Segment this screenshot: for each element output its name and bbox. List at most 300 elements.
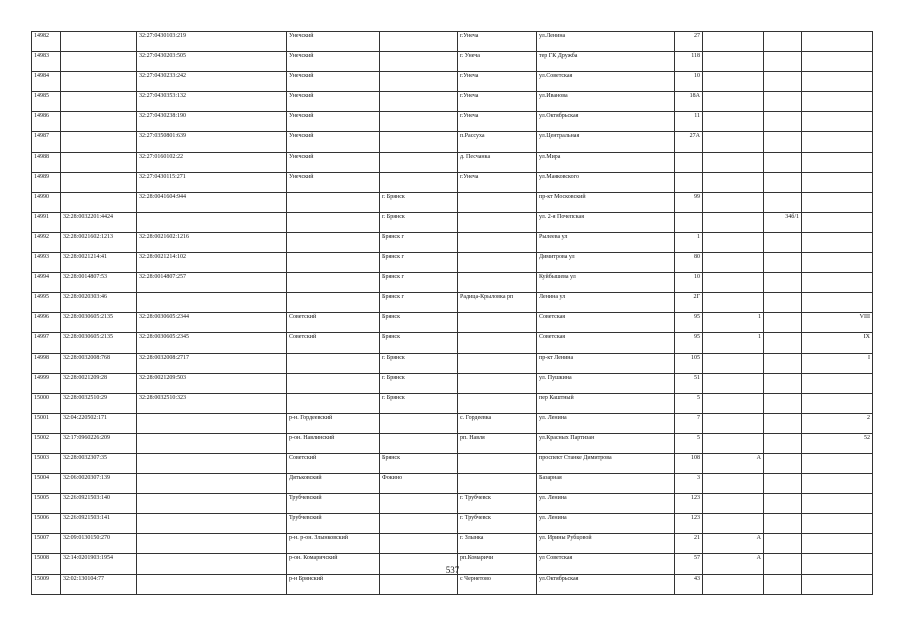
table-row [32, 32, 873, 52]
cell-structure [764, 32, 802, 52]
cell-building [703, 253, 764, 273]
cell-object-cadastral-number [137, 212, 287, 232]
cell-city [380, 152, 458, 172]
cell-street: проспект Станке Димитрова [537, 453, 675, 473]
cell-house-number: 95 [675, 313, 703, 333]
cell-settlement: с Чернетово [458, 574, 537, 594]
table-row [32, 293, 873, 313]
table-row [32, 574, 873, 594]
cell-house-number: 5 [675, 393, 703, 413]
cell-house-number: 57 [675, 554, 703, 574]
cell-row-number: 14988 [32, 152, 61, 172]
cell-cadastral-number: 32:28:0030605:2135 [61, 313, 137, 333]
table-row [32, 212, 873, 232]
cell-object-cadastral-number: 32:27:0430353:132 [137, 92, 287, 112]
cell-street: Рылеева ул [537, 232, 675, 252]
cell-building [703, 112, 764, 132]
cell-premises [802, 453, 873, 473]
cell-settlement: г.Унеча [458, 92, 537, 112]
cell-cadastral-number: 32:26:0921503:141 [61, 514, 137, 534]
cell-district: Советский [287, 453, 380, 473]
cell-city: г. Брянск [380, 373, 458, 393]
cell-district: р-он. Комаричский [287, 554, 380, 574]
cell-premises [802, 132, 873, 152]
cell-structure [764, 192, 802, 212]
cell-building [703, 574, 764, 594]
cell-row-number: 15007 [32, 534, 61, 554]
cell-house-number: 99 [675, 192, 703, 212]
cell-cadastral-number [61, 32, 137, 52]
cell-settlement [458, 453, 537, 473]
cell-premises: 2 [802, 413, 873, 433]
cell-object-cadastral-number [137, 413, 287, 433]
cell-object-cadastral-number: 32:27:0430233:242 [137, 72, 287, 92]
cell-city: Брянск г [380, 273, 458, 293]
cell-district [287, 273, 380, 293]
cell-building [703, 32, 764, 52]
cell-city: Фокино [380, 474, 458, 494]
cell-building [703, 92, 764, 112]
cell-street: ул.Красных Партизан [537, 433, 675, 453]
cell-cadastral-number [61, 92, 137, 112]
cell-structure [764, 72, 802, 92]
table-row [32, 373, 873, 393]
cell-city [380, 534, 458, 554]
cell-row-number: 14998 [32, 353, 61, 373]
cell-row-number: 14982 [32, 32, 61, 52]
cell-row-number: 15000 [32, 393, 61, 413]
cell-city: Брянск [380, 453, 458, 473]
cell-house-number: 1 [675, 232, 703, 252]
cell-object-cadastral-number: 32:28:0032008:2717 [137, 353, 287, 373]
cell-house-number: 11 [675, 112, 703, 132]
cell-structure [764, 273, 802, 293]
cell-settlement: г. Унеча [458, 52, 537, 72]
cell-row-number: 14989 [32, 172, 61, 192]
cell-district: р-н. Гордеевский [287, 413, 380, 433]
cell-object-cadastral-number [137, 574, 287, 594]
cell-city: г. Брянск [380, 353, 458, 373]
cell-structure [764, 333, 802, 353]
cell-premises [802, 514, 873, 534]
cell-premises [802, 52, 873, 72]
cell-building: А [703, 534, 764, 554]
cell-cadastral-number: 32:28:0021209:28 [61, 373, 137, 393]
cell-object-cadastral-number: 32:28:0032510:323 [137, 393, 287, 413]
cell-city [380, 132, 458, 152]
cell-building [703, 413, 764, 433]
cell-row-number: 14990 [32, 192, 61, 212]
cell-street: ул. Ленина [537, 494, 675, 514]
cell-row-number: 14994 [32, 273, 61, 293]
cell-premises [802, 92, 873, 112]
cell-building [703, 52, 764, 72]
cell-settlement: г. Трубчевск [458, 494, 537, 514]
cell-structure [764, 313, 802, 333]
cell-district [287, 373, 380, 393]
cell-premises [802, 232, 873, 252]
cell-cadastral-number [61, 72, 137, 92]
cell-structure [764, 152, 802, 172]
cell-settlement [458, 393, 537, 413]
cell-district: Унечский [287, 112, 380, 132]
cell-house-number: 43 [675, 574, 703, 594]
cell-cadastral-number: 32:28:0032201:4424 [61, 212, 137, 232]
table-row [32, 52, 873, 72]
cell-house-number [675, 212, 703, 232]
cell-structure [764, 92, 802, 112]
cell-city: Брянск г [380, 293, 458, 313]
cell-building: 1 [703, 313, 764, 333]
cell-house-number: 2Г [675, 293, 703, 313]
cell-cadastral-number [61, 152, 137, 172]
cell-house-number: 3 [675, 474, 703, 494]
table-row [32, 253, 873, 273]
cell-row-number: 15005 [32, 494, 61, 514]
cell-settlement: г. Злынка [458, 534, 537, 554]
cell-object-cadastral-number [137, 453, 287, 473]
cell-premises [802, 273, 873, 293]
cell-building [703, 514, 764, 534]
cell-object-cadastral-number [137, 494, 287, 514]
cell-structure [764, 574, 802, 594]
cell-object-cadastral-number: 32:27:0160102:22 [137, 152, 287, 172]
cell-settlement [458, 373, 537, 393]
cell-building [703, 172, 764, 192]
cell-house-number: 7 [675, 413, 703, 433]
cell-settlement: д. Песчанка [458, 152, 537, 172]
cell-cadastral-number: 32:28:0032307:35 [61, 453, 137, 473]
cell-street: пр-кт Ленина [537, 353, 675, 373]
cell-structure: 34б/1 [764, 212, 802, 232]
cell-district [287, 212, 380, 232]
cell-city [380, 574, 458, 594]
cell-structure [764, 453, 802, 473]
cell-object-cadastral-number: 32:27:0430238:190 [137, 112, 287, 132]
cell-settlement [458, 232, 537, 252]
cell-city [380, 72, 458, 92]
cell-house-number: 27А [675, 132, 703, 152]
cell-district: р-н. р-он. Злынковский [287, 534, 380, 554]
cell-structure [764, 112, 802, 132]
cell-house-number: 10 [675, 273, 703, 293]
cell-cadastral-number: 32:04:220502:171 [61, 413, 137, 433]
cell-object-cadastral-number: 32:27:0430203:505 [137, 52, 287, 72]
cell-premises [802, 373, 873, 393]
cell-premises [802, 293, 873, 313]
table-row [32, 453, 873, 473]
cell-house-number: 27 [675, 32, 703, 52]
cell-row-number: 14984 [32, 72, 61, 92]
cell-building [703, 474, 764, 494]
cell-city: г. Брянск [380, 393, 458, 413]
cell-row-number: 15003 [32, 453, 61, 473]
cell-street: ул.Маяковского [537, 172, 675, 192]
cell-premises [802, 192, 873, 212]
cell-premises: IX [802, 333, 873, 353]
cell-cadastral-number: 32:28:0030605:2135 [61, 333, 137, 353]
table-row [32, 92, 873, 112]
table-row [32, 72, 873, 92]
cell-cadastral-number: 32:28:0020303:46 [61, 293, 137, 313]
table-row [32, 333, 873, 353]
cell-settlement [458, 313, 537, 333]
cell-district: Дятьковский [287, 474, 380, 494]
cell-city [380, 172, 458, 192]
cell-street: ул. 2-я Почепская [537, 212, 675, 232]
cell-row-number: 14992 [32, 232, 61, 252]
cell-object-cadastral-number [137, 534, 287, 554]
cell-object-cadastral-number: 32:27:0430115:271 [137, 172, 287, 192]
cell-district: р-он. Навлинский [287, 433, 380, 453]
cell-settlement: г.Унеча [458, 72, 537, 92]
cell-city [380, 112, 458, 132]
cell-structure [764, 232, 802, 252]
cell-structure [764, 433, 802, 453]
cell-city [380, 92, 458, 112]
cell-row-number: 15009 [32, 574, 61, 594]
cell-row-number: 14987 [32, 132, 61, 152]
cell-row-number: 14985 [32, 92, 61, 112]
cell-district: Унечский [287, 72, 380, 92]
cell-street: ул.Советская [537, 72, 675, 92]
property-register-table [31, 31, 873, 595]
cell-settlement: г.Унеча [458, 32, 537, 52]
cell-district: Унечский [287, 172, 380, 192]
cell-settlement [458, 273, 537, 293]
cell-row-number: 14993 [32, 253, 61, 273]
cell-street: Димитрова ул [537, 253, 675, 273]
cell-building [703, 232, 764, 252]
cell-building [703, 152, 764, 172]
cell-city: Брянск г [380, 253, 458, 273]
cell-structure [764, 474, 802, 494]
cell-object-cadastral-number [137, 293, 287, 313]
cell-district: Унечский [287, 32, 380, 52]
cell-structure [764, 253, 802, 273]
cell-structure [764, 132, 802, 152]
cell-structure [764, 534, 802, 554]
cell-district: Унечский [287, 92, 380, 112]
cell-building [703, 212, 764, 232]
cell-building [703, 273, 764, 293]
cell-street: пер Каштный [537, 393, 675, 413]
cell-city [380, 32, 458, 52]
cell-settlement [458, 353, 537, 373]
cell-district [287, 232, 380, 252]
cell-premises [802, 574, 873, 594]
cell-structure [764, 172, 802, 192]
cell-district: Унечский [287, 52, 380, 72]
cell-structure [764, 353, 802, 373]
cell-city: г. Брянск [380, 192, 458, 212]
page-number: 537 [445, 565, 460, 575]
cell-street: ул.Центральная [537, 132, 675, 152]
cell-settlement: п.Рассуха [458, 132, 537, 152]
cell-house-number: 5 [675, 433, 703, 453]
cell-object-cadastral-number [137, 433, 287, 453]
cell-settlement: рп.Комаричи [458, 554, 537, 574]
cell-premises [802, 112, 873, 132]
cell-street: ул.Мира [537, 152, 675, 172]
cell-street: ул Советская [537, 554, 675, 574]
cell-street: Ленина ул [537, 293, 675, 313]
cell-house-number: 123 [675, 514, 703, 534]
table-row [32, 152, 873, 172]
cell-premises: 52 [802, 433, 873, 453]
cell-building [703, 494, 764, 514]
cell-house-number: 105 [675, 353, 703, 373]
cell-district [287, 353, 380, 373]
cell-house-number: 95 [675, 333, 703, 353]
cell-row-number: 14999 [32, 373, 61, 393]
table-row [32, 313, 873, 333]
cell-building [703, 433, 764, 453]
table-row [32, 172, 873, 192]
cell-settlement: г.Унеча [458, 112, 537, 132]
cell-cadastral-number: 32:06:0020307:139 [61, 474, 137, 494]
cell-district: Трубчевский [287, 514, 380, 534]
table-row [32, 232, 873, 252]
cell-cadastral-number: 32:28:0021214:41 [61, 253, 137, 273]
cell-district: Советский [287, 313, 380, 333]
cell-premises: I [802, 353, 873, 373]
cell-object-cadastral-number: 32:27:0430103:219 [137, 32, 287, 52]
cell-premises [802, 393, 873, 413]
cell-object-cadastral-number: 32:28:0030605:2344 [137, 313, 287, 333]
cell-house-number [675, 152, 703, 172]
cell-street: тер ГК Дружба [537, 52, 675, 72]
table-row [32, 474, 873, 494]
cell-settlement: с. Гордеевка [458, 413, 537, 433]
cell-district: Унечский [287, 132, 380, 152]
cell-street: ул. Ирины Рубцовой [537, 534, 675, 554]
cell-house-number: 118 [675, 52, 703, 72]
cell-object-cadastral-number [137, 474, 287, 494]
cell-premises [802, 253, 873, 273]
cell-city: Брянск [380, 313, 458, 333]
cell-street: ул.Иванова [537, 92, 675, 112]
cell-row-number: 15006 [32, 514, 61, 534]
cell-city: Брянск г [380, 232, 458, 252]
cell-premises: VIII [802, 313, 873, 333]
cell-city: Брянск [380, 333, 458, 353]
table-row [32, 393, 873, 413]
cell-cadastral-number: 32:28:0032008:768 [61, 353, 137, 373]
cell-structure [764, 413, 802, 433]
cell-row-number: 15001 [32, 413, 61, 433]
cell-settlement: рп. Навля [458, 433, 537, 453]
cell-object-cadastral-number: 32:28:0014807:257 [137, 273, 287, 293]
table-row [32, 132, 873, 152]
cell-row-number: 15004 [32, 474, 61, 494]
cell-row-number: 14997 [32, 333, 61, 353]
cell-row-number: 14991 [32, 212, 61, 232]
cell-object-cadastral-number: 32:28:0041604:944 [137, 192, 287, 212]
cell-street: пр-кт Московский [537, 192, 675, 212]
cell-city [380, 413, 458, 433]
cell-premises [802, 32, 873, 52]
cell-settlement [458, 192, 537, 212]
cell-settlement [458, 253, 537, 273]
cell-district: Унечский [287, 152, 380, 172]
cell-premises [802, 172, 873, 192]
cell-premises [802, 212, 873, 232]
cell-street: ул. Ленина [537, 413, 675, 433]
cell-street: Советская [537, 313, 675, 333]
cell-premises [802, 72, 873, 92]
cell-building [703, 192, 764, 212]
cell-house-number: 51 [675, 373, 703, 393]
cell-street: ул. Ленина [537, 514, 675, 534]
table-row [32, 413, 873, 433]
cell-structure [764, 373, 802, 393]
cell-row-number: 14995 [32, 293, 61, 313]
cell-cadastral-number [61, 132, 137, 152]
table-row [32, 112, 873, 132]
cell-row-number: 14983 [32, 52, 61, 72]
cell-premises [802, 534, 873, 554]
cell-cadastral-number [61, 172, 137, 192]
cell-building [703, 393, 764, 413]
cell-cadastral-number: 32:28:0032510:29 [61, 393, 137, 413]
table-row [32, 192, 873, 212]
cell-house-number: 108 [675, 453, 703, 473]
cell-object-cadastral-number: 32:28:0021214:102 [137, 253, 287, 273]
cell-cadastral-number: 32:28:0014807:53 [61, 273, 137, 293]
cell-district: Трубчевский [287, 494, 380, 514]
table-row [32, 273, 873, 293]
cell-object-cadastral-number: 32:28:0021209:503 [137, 373, 287, 393]
cell-premises [802, 474, 873, 494]
table-row [32, 494, 873, 514]
cell-street: Советская [537, 333, 675, 353]
cell-object-cadastral-number: 32:27:0350801:639 [137, 132, 287, 152]
cell-city [380, 494, 458, 514]
cell-house-number: 123 [675, 494, 703, 514]
cell-house-number [675, 172, 703, 192]
cell-building: А [703, 453, 764, 473]
cell-cadastral-number: 32:28:0021602:1213 [61, 232, 137, 252]
cell-row-number: 15002 [32, 433, 61, 453]
cell-row-number: 14996 [32, 313, 61, 333]
cell-object-cadastral-number [137, 514, 287, 534]
cell-building [703, 353, 764, 373]
cell-cadastral-number [61, 112, 137, 132]
cell-cadastral-number [61, 192, 137, 212]
cell-object-cadastral-number: 32:28:0021602:1216 [137, 232, 287, 252]
cell-row-number: 15008 [32, 554, 61, 574]
cell-settlement: г. Трубчевск [458, 514, 537, 534]
register-table-body [32, 32, 873, 595]
cell-district: Советский [287, 333, 380, 353]
cell-cadastral-number: 32:09:0130150:270 [61, 534, 137, 554]
cell-city [380, 433, 458, 453]
cell-building [703, 132, 764, 152]
cell-street: ул. Пушкина [537, 373, 675, 393]
cell-district [287, 253, 380, 273]
cell-structure [764, 52, 802, 72]
cell-cadastral-number: 32:14:0201903:1954 [61, 554, 137, 574]
cell-district [287, 393, 380, 413]
cell-settlement [458, 474, 537, 494]
cell-structure [764, 293, 802, 313]
cell-settlement: г.Унеча [458, 172, 537, 192]
cell-city: г. Брянск [380, 212, 458, 232]
cell-cadastral-number: 32:02:130104:77 [61, 574, 137, 594]
cell-city [380, 514, 458, 534]
cell-settlement [458, 333, 537, 353]
